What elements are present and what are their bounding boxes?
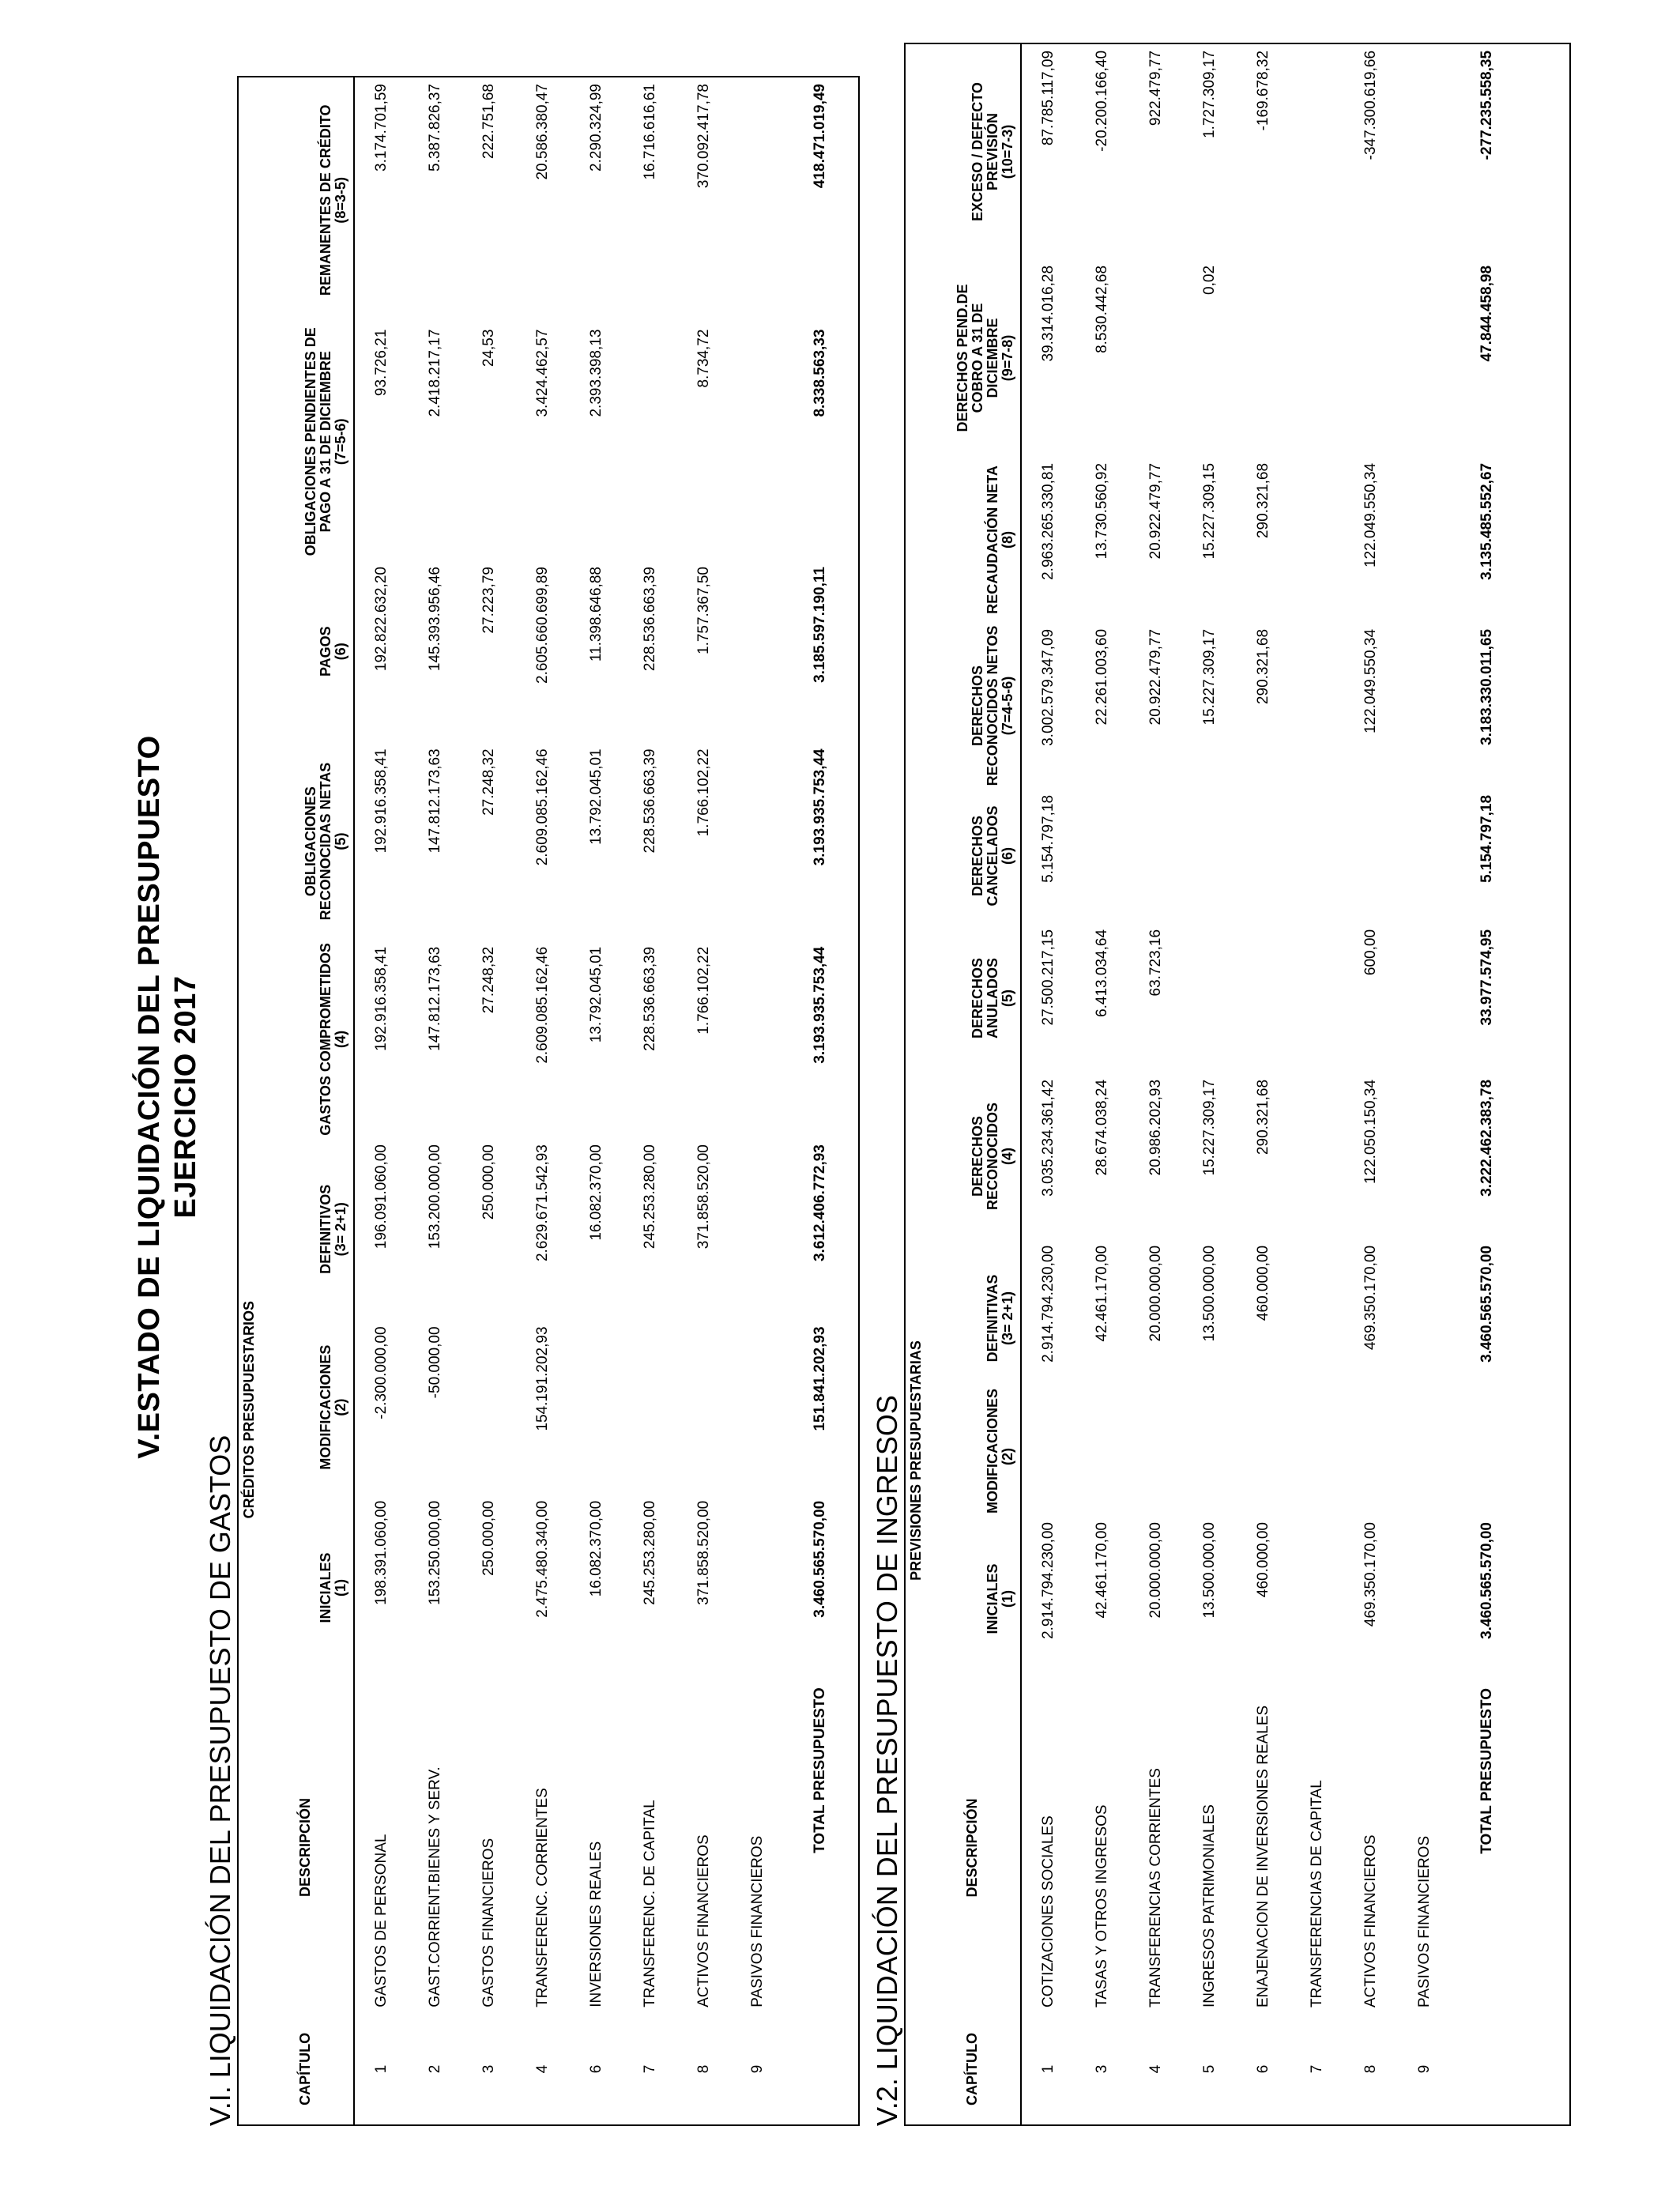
ingresos-cell-cap: 7: [1309, 2064, 1325, 2074]
ingresos-table-row: [1237, 44, 1290, 2124]
ingresos-header-recaudacion: RECAUDACIÓN NETA (8): [985, 466, 1015, 614]
ingresos-cell-def: 460.000,00: [1255, 1245, 1271, 1321]
ingresos-cell-pen: 39.314.016,28: [1040, 265, 1057, 362]
gastos-cell-obl: [731, 742, 785, 940]
gastos-cell-com: 27.248,32: [480, 946, 497, 1014]
ingresos-cell-desc: TRANSFERENCIAS DE CAPITAL: [1309, 1780, 1325, 2007]
ingresos-cell-pen: [1237, 259, 1290, 457]
ingresos-cell-can: [1344, 789, 1398, 923]
gastos-cell-rem: 20.586.380,47: [534, 84, 551, 180]
gastos-cell-pag: 27.223,79: [480, 567, 497, 634]
ingresos-cell-rec: [1290, 1073, 1344, 1239]
ingresos-cell-def: 2.914.794.230,00: [1040, 1245, 1057, 1363]
ingresos-table-row: [1129, 44, 1183, 2124]
gastos-total-pag: 3.185.597.190,11: [812, 567, 828, 683]
ingresos-table-row: [1075, 44, 1129, 2124]
ingresos-cell-ini: 13.500.000,00: [1201, 1522, 1218, 1619]
gastos-cell-def: 153.200.000,00: [427, 1144, 443, 1250]
ingresos-cell-net: 15.227.309,17: [1201, 628, 1218, 726]
gastos-cell-pen: [731, 323, 785, 560]
ingresos-cell-desc: ENAJENACION DE INVERSIONES REALES: [1255, 1705, 1271, 2007]
ingresos-cell-mod: [1290, 1397, 1344, 1516]
gastos-cell-desc: GASTOS FINANCIEROS: [480, 1838, 497, 2007]
ingresos-cell-rcd: 20.922.479,77: [1147, 462, 1164, 560]
ingresos-cell-def: [1290, 1239, 1344, 1397]
ingresos-cell-anu: [1398, 923, 1452, 1073]
ingresos-total-rcd: 3.135.485.552,67: [1478, 462, 1495, 580]
gastos-cell-desc: GAST.CORRIENT.BIENES Y SERV.: [427, 1766, 443, 2007]
ingresos-cell-anu: 27.500.217,15: [1040, 929, 1057, 1026]
ingresos-total-row: [1452, 44, 1523, 2124]
gastos-cell-pen: 3.424.462,57: [534, 329, 551, 417]
ingresos-cell-anu: 600,00: [1362, 929, 1379, 976]
ingresos-cell-rec: 20.986.202,93: [1147, 1079, 1164, 1176]
ingresos-cell-pen: [1344, 259, 1398, 457]
ingresos-header-reconocidos: DERECHOS RECONOCIDOS (4): [970, 1102, 1015, 1210]
gastos-cell-com: 1.766.102,22: [695, 946, 712, 1035]
ingresos-cell-rec: 15.227.309,17: [1201, 1079, 1218, 1176]
gastos-table: [237, 76, 860, 2126]
ingresos-table: [904, 43, 1571, 2126]
ingresos-cell-rcd: 2.963.265.330,81: [1040, 462, 1057, 580]
ingresos-cell-cap: 6: [1255, 2064, 1271, 2074]
gastos-table-row: [516, 77, 570, 2124]
ingresos-cell-can: 5.154.797,18: [1040, 794, 1057, 883]
ingresos-total-rec: 3.222.462.383,78: [1478, 1079, 1495, 1197]
gastos-table-row: [623, 77, 677, 2124]
gastos-cell-cap: 4: [534, 2064, 551, 2074]
gastos-cell-ini: 153.250.000,00: [427, 1500, 443, 1605]
ingresos-cell-pen: 8.530.442,68: [1094, 265, 1110, 353]
ingresos-cell-rec: 28.674.038,24: [1094, 1079, 1110, 1176]
ingresos-cell-ini: 20.000.000,00: [1147, 1522, 1164, 1619]
gastos-table-row: [677, 77, 731, 2124]
gastos-cell-rem: [731, 77, 785, 323]
ingresos-table-row: [1344, 44, 1398, 2124]
gastos-cell-com: 228.536.663,39: [642, 946, 658, 1051]
gastos-total-rem: 418.471.019,49: [812, 84, 828, 189]
ingresos-cell-rcd: 13.730.560,92: [1094, 462, 1110, 560]
gastos-header-remanentes: REMANENTES DE CRÉDITO (8=3-5): [318, 104, 348, 296]
gastos-cell-com: 13.792.045,01: [588, 946, 605, 1043]
ingresos-header-iniciales: INICIALES (1): [985, 1563, 1015, 1634]
ingresos-cell-ini: 460.000,00: [1255, 1522, 1271, 1598]
gastos-cell-obl: 1.766.102,22: [695, 748, 712, 837]
gastos-header-iniciales: INICIALES (1): [318, 1552, 348, 1623]
gastos-header-capitulo: CAPÍTULO: [296, 2032, 313, 2105]
ingresos-cell-mod: [1021, 1397, 1075, 1516]
gastos-cell-com: 192.916.358,41: [373, 946, 390, 1051]
gastos-cell-com: [731, 941, 785, 1138]
ingresos-cell-mod: [1075, 1397, 1129, 1516]
gastos-total-ini: 3.460.565.570,00: [812, 1500, 828, 1618]
gastos-total-com: 3.193.935.753,44: [812, 946, 828, 1064]
gastos-cell-desc: TRANSFERENC. DE CAPITAL: [642, 1800, 658, 2007]
ingresos-cell-pen: [1398, 259, 1452, 457]
gastos-header-pagos: PAGOS (6): [318, 626, 348, 677]
ingresos-cell-rec: 290.321,68: [1255, 1079, 1271, 1155]
ingresos-cell-exc: [1290, 44, 1344, 259]
gastos-cell-desc: INVERSIONES REALES: [588, 1841, 605, 2007]
ingresos-cell-rcd: 15.227.309,15: [1201, 462, 1218, 560]
gastos-cell-rem: 2.290.324,99: [588, 84, 605, 172]
gastos-cell-obl: 228.536.663,39: [642, 748, 658, 854]
gastos-header-modificaciones: MODIFICACIONES (2): [318, 1344, 348, 1470]
ingresos-cell-def: 469.350.170,00: [1362, 1245, 1379, 1351]
ingresos-cell-rcd: 122.049.550,34: [1362, 462, 1379, 568]
gastos-cell-def: 245.253.280,00: [642, 1144, 658, 1250]
ingresos-cell-cap: 9: [1416, 2064, 1433, 2074]
gastos-cell-obl: 147.812.173,63: [427, 748, 443, 854]
ingresos-cell-net: [1398, 623, 1452, 789]
ingresos-cell-ini: 42.461.170,00: [1094, 1522, 1110, 1619]
ingresos-cell-can: [1398, 789, 1452, 923]
gastos-header-comprometidos: GASTOS COMPROMETIDOS (4): [318, 943, 348, 1136]
ingresos-cell-exc: [1398, 44, 1452, 259]
document-subtitle: EJERCICIO 2017: [169, 975, 202, 1219]
ingresos-total-can: 5.154.797,18: [1478, 794, 1495, 883]
gastos-cell-def: 371.858.520,00: [695, 1144, 712, 1250]
ingresos-table-row: [1398, 44, 1452, 2124]
ingresos-cell-rcd: [1290, 457, 1344, 623]
gastos-cell-desc: ACTIVOS FINANCIEROS: [695, 1834, 712, 2007]
gastos-group-header: CRÉDITOS PRESUPUESTARIOS: [241, 1300, 257, 1519]
gastos-cell-cap: 2: [427, 2064, 443, 2074]
ingresos-cell-exc: 87.785.117,09: [1040, 50, 1057, 146]
ingresos-cell-net: 122.049.550,34: [1362, 628, 1379, 734]
gastos-cell-pag: 228.536.663,39: [642, 567, 658, 672]
gastos-total-obl: 3.193.935.753,44: [812, 748, 828, 866]
ingresos-cell-rec: 122.050.150,34: [1362, 1079, 1379, 1185]
ingresos-cell-exc: 1.727.309,17: [1201, 50, 1218, 138]
ingresos-cell-can: [1129, 789, 1183, 923]
ingresos-cell-desc: INGRESOS PATRIMONIALES: [1201, 1804, 1218, 2007]
ingresos-cell-pen: [1129, 259, 1183, 457]
ingresos-cell-ini: 2.914.794.230,00: [1040, 1522, 1057, 1639]
gastos-table-row: [462, 77, 516, 2124]
gastos-cell-desc: GASTOS DE PERSONAL: [373, 1834, 390, 2007]
gastos-cell-cap: 9: [749, 2064, 766, 2074]
gastos-cell-pag: 11.398.646,88: [588, 567, 605, 662]
gastos-cell-ini: 250.000,00: [480, 1500, 497, 1576]
ingresos-table-row: [1183, 44, 1237, 2124]
gastos-cell-rem: 3.174.701,59: [373, 84, 390, 172]
gastos-total-pen: 8.338.563,33: [812, 329, 828, 417]
ingresos-header-capitulo: CAPÍTULO: [963, 2033, 980, 2105]
ingresos-cell-can: [1183, 789, 1237, 923]
gastos-cell-pen: 93.726,21: [373, 329, 390, 397]
ingresos-cell-anu: [1183, 923, 1237, 1073]
gastos-header-pendientes: OBLIGACIONES PENDIENTES DE PAGO A 31 DE DICIEMBRE (7=5-6): [303, 327, 348, 556]
gastos-cell-pag: 145.393.956,46: [427, 567, 443, 672]
gastos-cell-com: 147.812.173,63: [427, 946, 443, 1051]
gastos-cell-ini: 371.858.520,00: [695, 1500, 712, 1605]
gastos-cell-rem: 5.387.826,37: [427, 84, 443, 172]
ingresos-cell-cap: 3: [1094, 2064, 1110, 2074]
gastos-cell-pag: [731, 560, 785, 742]
ingresos-total-def: 3.460.565.570,00: [1478, 1245, 1495, 1363]
gastos-cell-mod: [677, 1320, 731, 1494]
ingresos-cell-exc: -20.200.166,40: [1094, 50, 1110, 152]
gastos-cell-obl: 2.609.085.162,46: [534, 748, 551, 866]
gastos-table-row: [731, 77, 785, 2124]
ingresos-cell-cap: 5: [1201, 2064, 1218, 2074]
gastos-cell-ini: 198.391.060,00: [373, 1500, 390, 1605]
gastos-cell-cap: 1: [373, 2064, 390, 2074]
ingresos-cell-def: 20.000.000,00: [1147, 1245, 1164, 1342]
gastos-total-def: 3.612.406.772,93: [812, 1144, 828, 1262]
ingresos-cell-mod: [1129, 1397, 1183, 1516]
ingresos-cell-mod: [1237, 1397, 1290, 1516]
ingresos-cell-pen: [1290, 259, 1344, 457]
ingresos-cell-rcd: [1398, 457, 1452, 623]
gastos-cell-pen: [623, 323, 677, 560]
gastos-total-row: [785, 77, 856, 2124]
ingresos-header-modificaciones: MODIFICACIONES (2): [985, 1388, 1015, 1514]
gastos-header-obligaciones: OBLIGACIONES RECONOCIDAS NETAS (5): [303, 762, 348, 921]
ingresos-cell-rec: 3.035.234.361,42: [1040, 1079, 1057, 1197]
ingresos-cell-net: 290.321,68: [1255, 628, 1271, 705]
gastos-table-row: [409, 77, 462, 2124]
ingresos-table-row: [1021, 44, 1075, 2124]
ingresos-cell-def: 42.461.170,00: [1094, 1245, 1110, 1342]
gastos-section-title: V.I. LIQUIDACIÓN DEL PRESUPUESTO DE GASTOS: [204, 1434, 236, 2126]
ingresos-cell-cap: 8: [1362, 2064, 1379, 2074]
gastos-cell-ini: 245.253.280,00: [642, 1500, 658, 1605]
ingresos-total-mod: [1452, 1397, 1523, 1516]
ingresos-cell-net: 20.922.479,77: [1147, 628, 1164, 726]
ingresos-header-cancelados: DERECHOS CANCELADOS (6): [970, 805, 1015, 907]
gastos-cell-pen: 2.418.217,17: [427, 329, 443, 417]
gastos-cell-ini: [731, 1495, 785, 1681]
ingresos-total-pen: 47.844.458,98: [1478, 265, 1495, 362]
document-title: V.ESTADO DE LIQUIDACIÓN DEL PRESUPUESTO: [133, 735, 166, 1459]
gastos-total-label: TOTAL PRESUPUESTO: [812, 1687, 828, 1853]
gastos-cell-pen: 2.393.398,13: [588, 329, 605, 417]
ingresos-section-title: V.2. LIQUIDACIÓN DEL PRESUPUESTO DE INGRESOS: [871, 1395, 903, 2126]
gastos-cell-pag: 1.757.367,50: [695, 567, 712, 654]
ingresos-cell-mod: [1344, 1397, 1398, 1516]
gastos-cell-cap: 3: [480, 2064, 497, 2074]
gastos-cell-mod: 154.191.202,93: [534, 1326, 551, 1431]
gastos-cell-mod: [570, 1320, 623, 1494]
ingresos-cell-net: [1290, 623, 1344, 789]
ingresos-cell-can: [1237, 789, 1290, 923]
ingresos-cell-ini: [1290, 1516, 1344, 1682]
ingresos-cell-desc: TRANSFERENCIAS CORRIENTES: [1147, 1768, 1164, 2007]
gastos-cell-def: [731, 1138, 785, 1320]
ingresos-cell-def: 13.500.000,00: [1201, 1245, 1218, 1342]
ingresos-cell-desc: COTIZACIONES SOCIALES: [1040, 1815, 1057, 2007]
ingresos-table-row: [1290, 44, 1344, 2124]
ingresos-cell-pen: 0,02: [1201, 265, 1218, 295]
ingresos-cell-exc: -347.300.619,66: [1362, 50, 1379, 160]
ingresos-cell-anu: [1237, 923, 1290, 1073]
ingresos-cell-rec: [1398, 1073, 1452, 1239]
gastos-header-definitivos: DEFINITIVOS (3= 2+1): [318, 1184, 348, 1274]
ingresos-cell-cap: 1: [1040, 2064, 1057, 2074]
ingresos-body: [1021, 44, 1523, 2124]
ingresos-total-label: TOTAL PRESUPUESTO: [1478, 1688, 1495, 1854]
gastos-cell-com: 2.609.085.162,46: [534, 946, 551, 1064]
ingresos-cell-exc: 922.479,77: [1147, 50, 1164, 126]
gastos-cell-rem: 222.751,68: [480, 84, 497, 160]
gastos-cell-cap: 8: [695, 2064, 712, 2074]
ingresos-cell-def: [1398, 1239, 1452, 1397]
gastos-cell-obl: 27.248,32: [480, 748, 497, 816]
ingresos-total-ini: 3.460.565.570,00: [1478, 1522, 1495, 1639]
ingresos-cell-rcd: 290.321,68: [1255, 462, 1271, 539]
gastos-cell-def: 196.091.060,00: [373, 1144, 390, 1250]
ingresos-cell-can: [1075, 789, 1129, 923]
gastos-cell-obl: 192.916.358,41: [373, 748, 390, 854]
ingresos-cell-desc: TASAS Y OTROS INGRESOS: [1094, 1804, 1110, 2007]
ingresos-cell-ini: 469.350.170,00: [1362, 1522, 1379, 1627]
ingresos-cell-cap: 4: [1147, 2064, 1164, 2074]
gastos-cell-def: 250.000,00: [480, 1144, 497, 1220]
ingresos-header-descripcion: DESCRIPCIÓN: [963, 1798, 980, 1898]
gastos-cell-mod: [731, 1320, 785, 1494]
gastos-cell-desc: PASIVOS FINANCIEROS: [749, 1835, 766, 2007]
gastos-cell-pen: 24,53: [480, 329, 497, 368]
ingresos-total-anu: 33.977.574,95: [1478, 929, 1495, 1026]
ingresos-total-exc: -277.235.558,35: [1478, 50, 1495, 160]
gastos-cell-mod: [462, 1320, 516, 1494]
gastos-cell-cap: 7: [642, 2064, 658, 2074]
gastos-cell-obl: 13.792.045,01: [588, 748, 605, 845]
ingresos-header-pendientes: DERECHOS PEND.DE COBRO A 31 DE DICIEMBRE (9=7-8): [955, 284, 1015, 432]
gastos-header-descripcion: DESCRIPCIÓN: [296, 1797, 313, 1897]
gastos-cell-mod: -2.300.000,00: [373, 1326, 390, 1419]
gastos-cell-mod: -50.000,00: [427, 1326, 443, 1399]
gastos-cell-ini: 16.082.370,00: [588, 1500, 605, 1597]
gastos-body: [354, 77, 856, 2124]
ingresos-cell-can: [1290, 789, 1344, 923]
gastos-cell-rem: 370.092.417,78: [695, 84, 712, 189]
ingresos-cell-desc: ACTIVOS FINANCIEROS: [1362, 1834, 1379, 2007]
ingresos-cell-mod: [1398, 1397, 1452, 1516]
gastos-cell-pag: 192.822.632,20: [373, 567, 390, 672]
ingresos-header-anulados: DERECHOS ANULADOS (5): [970, 957, 1015, 1039]
ingresos-cell-net: 3.002.579.347,09: [1040, 628, 1057, 746]
gastos-table-row: [354, 77, 409, 2124]
ingresos-total-net: 3.183.330.011,65: [1478, 628, 1495, 745]
gastos-cell-pag: 2.605.660.699,89: [534, 567, 551, 684]
gastos-cell-cap: 6: [588, 2064, 605, 2074]
gastos-cell-desc: TRANSFERENC. CORRIENTES: [534, 1788, 551, 2007]
ingresos-header-netos: DERECHOS RECONOCIDOS NETOS (7=4-5-6): [970, 625, 1015, 786]
gastos-cell-def: 16.082.370,00: [588, 1144, 605, 1241]
ingresos-cell-mod: [1183, 1397, 1237, 1516]
gastos-total-mod: 151.841.202,93: [812, 1326, 828, 1431]
gastos-cell-pen: 8.734,72: [695, 329, 712, 388]
gastos-table-row: [570, 77, 623, 2124]
ingresos-cell-anu: 6.413.034,64: [1094, 929, 1110, 1017]
gastos-cell-ini: 2.475.480.340,00: [534, 1500, 551, 1618]
ingresos-cell-anu: 63.723,16: [1147, 929, 1164, 997]
ingresos-header-exceso: EXCESO / DEFECTO PREVISIÓN (10=7-3): [970, 82, 1015, 221]
ingresos-group-header: PREVISIONES PRESUPUESTARIAS: [908, 1340, 924, 1581]
gastos-cell-def: 2.629.671.542,93: [534, 1144, 551, 1262]
ingresos-cell-ini: [1398, 1516, 1452, 1682]
ingresos-cell-anu: [1290, 923, 1344, 1073]
ingresos-cell-net: 22.261.003,60: [1094, 628, 1110, 726]
gastos-cell-rem: 16.716.616,61: [642, 84, 658, 180]
gastos-cell-mod: [623, 1320, 677, 1494]
ingresos-header-definitivas: DEFINITIVAS (3= 2+1): [985, 1274, 1015, 1363]
ingresos-cell-exc: -169.678,32: [1255, 50, 1271, 131]
ingresos-cell-desc: PASIVOS FINANCIEROS: [1416, 1835, 1433, 2007]
